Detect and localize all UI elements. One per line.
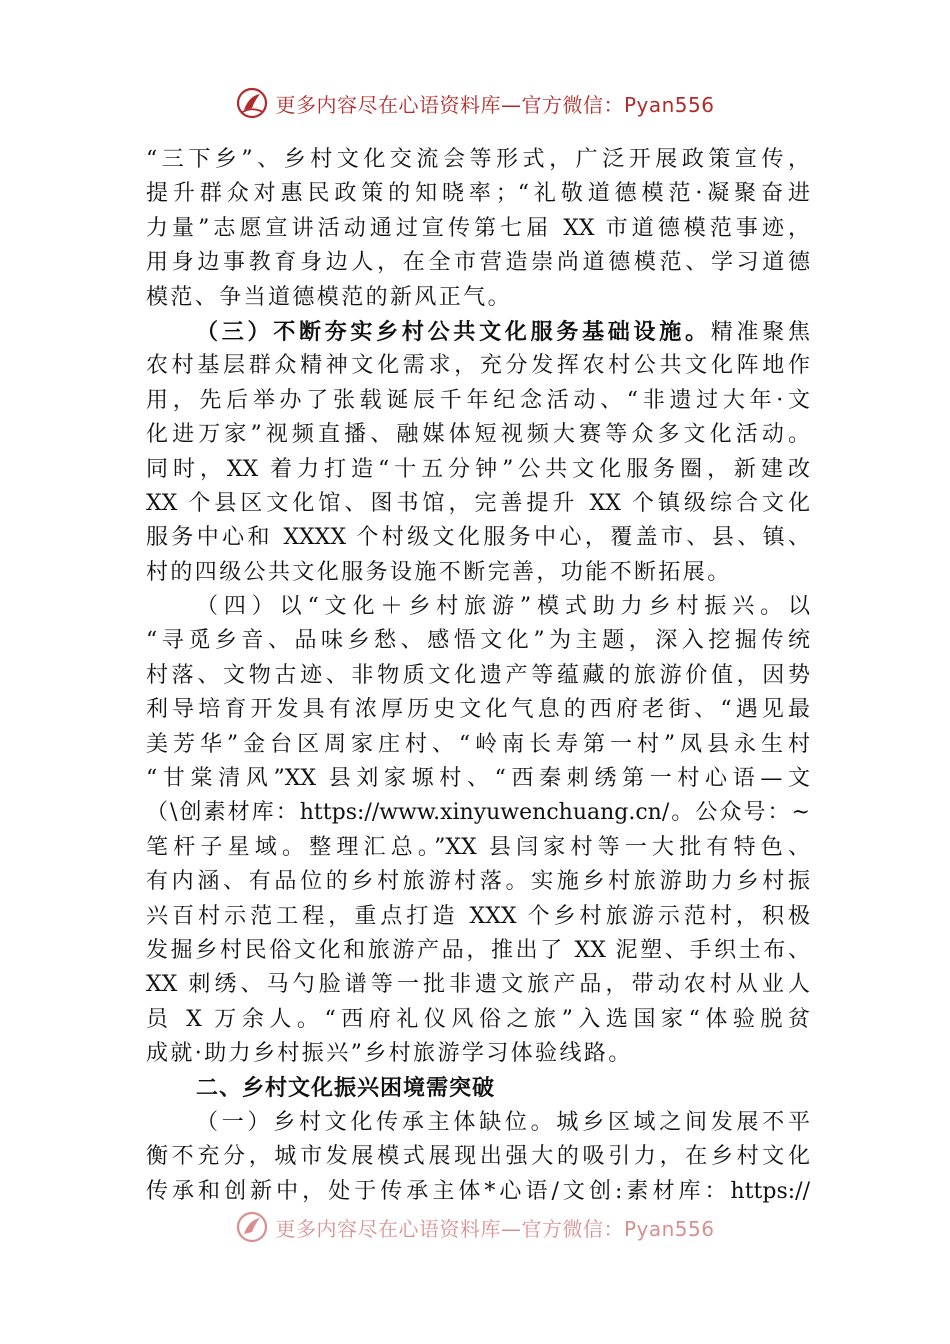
header-watermark — [0, 86, 950, 122]
text-line: 成就·助力乡村振兴”乡村旅游学习体验线路。 — [146, 1041, 633, 1067]
text-line: 化进万家”视频直播、融媒体短视频大赛等众多文化活动。 — [146, 422, 810, 448]
text-line: 有内涵、有品位的乡村旅游村落。实施乡村旅游助力乡村振 — [146, 869, 810, 895]
footer-watermark — [0, 1210, 950, 1246]
text-line: 农村基层群众精神文化需求，充分发挥农村公共文化阵地作 — [146, 353, 810, 379]
subsection-heading: （三）不断夯实乡村公共文化服务基础设施。 — [196, 318, 711, 345]
text-line: 员 X 万余人。“西府礼仪风俗之旅”入选国家“体验脱贫 — [146, 1006, 810, 1032]
text-line: XX 刺绣、马勺脸谱等一批非遗文旅产品，带动农村从业人 — [146, 972, 810, 998]
text-line: 提升群众对惠民政策的知晓率；“礼敬道德模范·凝聚奋进 — [146, 181, 810, 207]
text-line: 发掘乡村民俗文化和旅游产品，推出了 XX 泥塑、手织土布、 — [146, 937, 810, 963]
text-line: 力量”志愿宣讲活动通过宣传第七届 XX 市道德模范事迹， — [146, 215, 810, 241]
header-watermark-text: 更多内容尽在心语资料库—官方微信：Pyan556 — [275, 92, 715, 117]
text-line: “甘棠清风”XX 县刘家塬村、“西秦刺绣第一村心语—文 — [146, 766, 810, 792]
pen-logo-icon — [235, 1210, 269, 1244]
text-line: （一）乡村文化传承主体缺位。城乡区域之间发展不平 — [196, 1109, 810, 1135]
text-line: 传承和创新中，处于传承主体*心语/文创:素材库：https:// — [146, 1178, 810, 1204]
text-line: 村的四级公共文化服务设施不断完善，功能不断拓展。 — [146, 559, 732, 585]
text-line: 村落、文物古迹、非物质文化遗产等蕴藏的旅游价值，因势 — [146, 662, 810, 688]
document-body — [146, 143, 810, 1209]
text-line: 模范、争当道德模范的新风正气。 — [146, 284, 513, 310]
section-heading: 二、乡村文化振兴困境需突破 — [196, 1075, 496, 1101]
text-line: XX 个县区文化馆、图书馆，完善提升 XX 个镇级综合文化 — [146, 490, 810, 516]
text-line: 衡不充分，城市发展模式展现出强大的吸引力，在乡村文化 — [146, 1144, 810, 1170]
text-line: “寻觅乡音、品味乡愁、感悟文化”为主题，深入挖掘传统 — [146, 628, 810, 654]
text-line: （四）以“文化＋乡村旅游”模式助力乡村振兴。以 — [196, 594, 810, 620]
footer-watermark-text: 更多内容尽在心语资料库—官方微信：Pyan556 — [275, 1216, 715, 1241]
text-line: “三下乡”、乡村文化交流会等形式，广泛开展政策宣传， — [146, 147, 810, 172]
text-line: 同时，XX 着力打造“十五分钟”公共文化服务圈，新建改 — [146, 456, 810, 482]
text-line: 美芳华”金台区周家庄村、“岭南长寿第一村”凤县永生村 — [146, 731, 810, 757]
text-line: 笔杆子星域。整理汇总。”XX 县闫家村等一大批有特色、 — [146, 834, 810, 860]
pen-logo-icon — [235, 86, 269, 120]
text-line: 服务中心和 XXXX 个村级文化服务中心，覆盖市、县、镇、 — [146, 525, 810, 551]
text-run: 精准聚焦 — [710, 319, 810, 345]
text-line: 利导培育开发具有浓厚历史文化气息的西府老街、“遇见最 — [146, 697, 810, 723]
text-line: 兴百村示范工程，重点打造 XXX 个乡村旅游示范村，积极 — [146, 903, 810, 929]
text-line: 用，先后举办了张载诞辰千年纪念活动、“非遗过大年·文 — [146, 387, 810, 413]
text-line: （\创素材库：https://www.xinyuwenchuang.cn/。公众号：~ — [146, 800, 810, 826]
text-line — [146, 315, 810, 349]
text-line: 用身边事教育身边人，在全市营造崇尚道德模范、学习道德 — [146, 250, 810, 276]
